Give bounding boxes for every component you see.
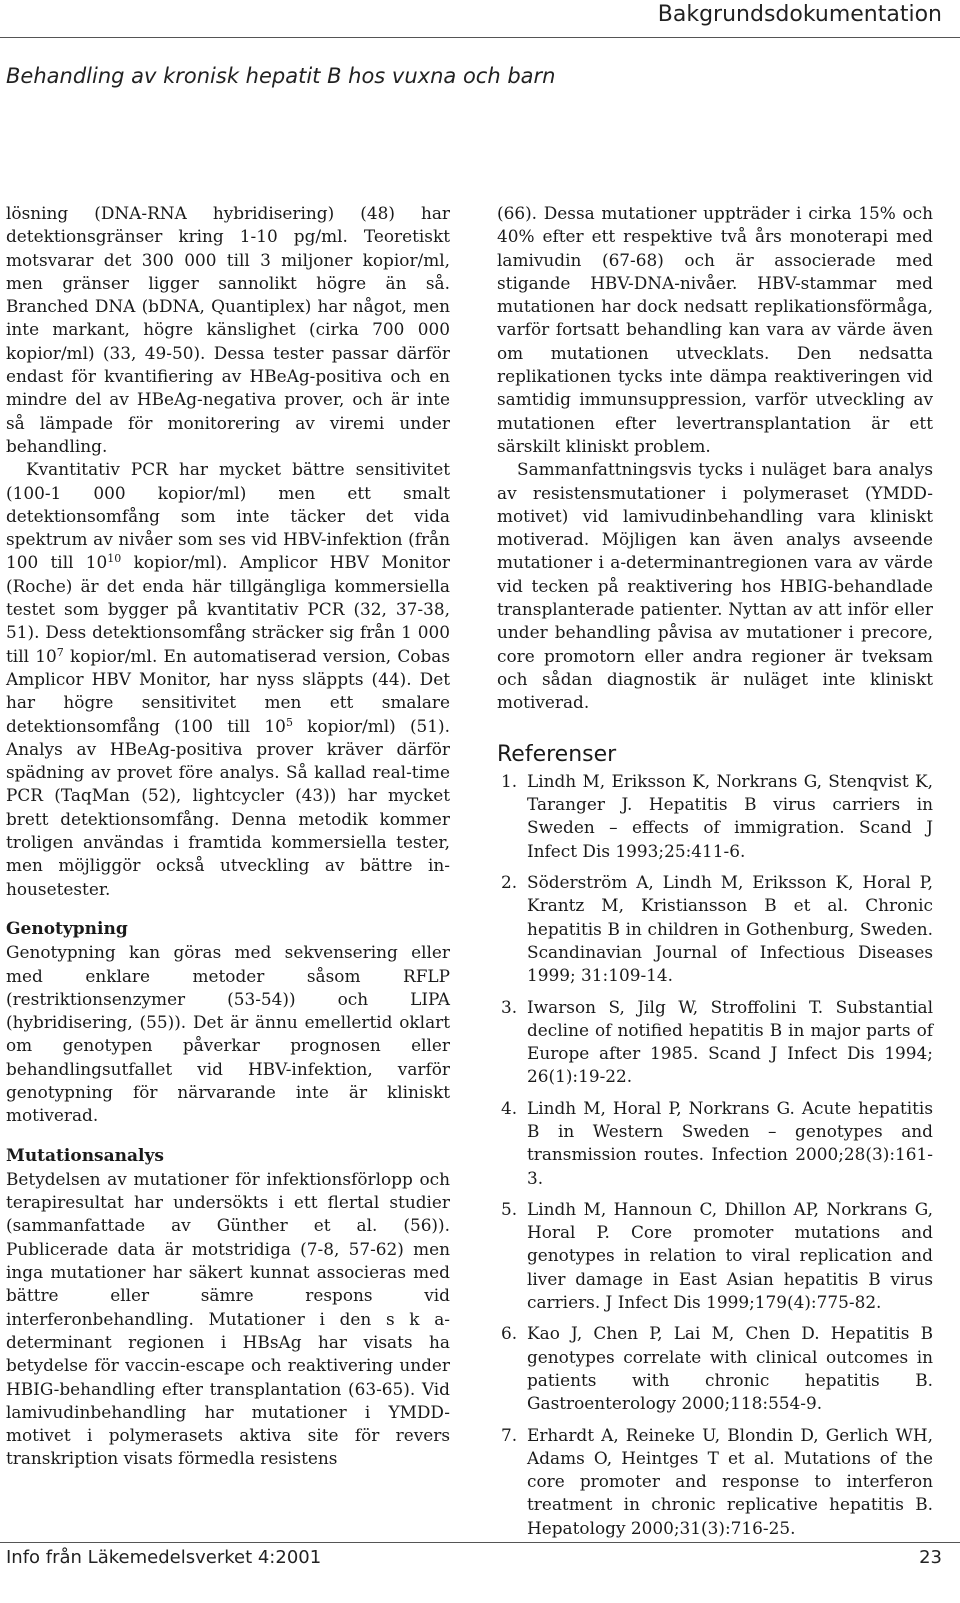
reference-item xyxy=(497,1322,933,1415)
reference-text: Lindh M, Eriksson K, Norkrans G, Stenqvist K, Taranger J. Hepatitis B virus carriers in Sweden – effects of immigration. Scand J Infect Dis 1993;25:411-6. xyxy=(527,770,933,861)
paragraph-quantitative-pcr xyxy=(6,458,450,901)
reference-number: 7. xyxy=(501,1424,518,1445)
reference-number: 2. xyxy=(501,872,518,893)
exponent: 7 xyxy=(56,645,64,659)
footer-publication: Info från Läkemedelsverket 4:2001 xyxy=(6,1547,322,1568)
references-heading: Referenser xyxy=(497,741,617,767)
document-subtitle: Behandling av kronisk hepatit B hos vuxna och barn xyxy=(6,64,556,88)
reference-number: 5. xyxy=(501,1198,518,1219)
right-column xyxy=(497,202,933,1548)
header-divider xyxy=(0,37,960,38)
reference-item xyxy=(497,1424,933,1540)
reference-text: Kao J, Chen P, Lai M, Chen D. Hepatitis B genotypes correlate with clinical outcomes in patients with chronic hepatitis B. Gastroenterology 2000;118:554-9. xyxy=(527,1323,933,1414)
pcr-text-4: kopior/ml) (51). Analys av HBeAg-positiva prover kräver därför spädning av provet före analys. Så kallad real-time PCR (TaqMan (52), lightcycler (43)) har mycket brett detektionsomfång. Denna metodik kommer troligen användas i framtida kommersiella tester, men möjliggör också utveckling av bättre in-housetester. xyxy=(6,715,450,899)
exponent: 10 xyxy=(107,552,122,566)
reference-item xyxy=(497,1198,933,1314)
reference-item xyxy=(497,770,933,863)
reference-number: 4. xyxy=(501,1097,518,1118)
heading-mutationsanalys: Mutationsanalys xyxy=(6,1145,164,1166)
reference-text: Iwarson S, Jilg W, Stroffolini T. Substantial decline of notified hepatitis B in major parts of Europe after 1985. Scand J Infect Dis 1994; 26(1):19-22. xyxy=(527,996,933,1087)
reference-number: 1. xyxy=(501,770,518,791)
paragraph-genotypning: Genotypning kan göras med sekvensering eller med enklare metoder såsom RFLP (restriktionsenzymer (53-54)) och LIPA (hybridisering, (55)). Det är ännu emellertid oklart om genotypen påverkar prognosen eller behandlingsutfallet vid HBV-infektion, varför genotypning för närvarande inte är kliniskt motiverad. xyxy=(6,942,450,1126)
reference-item xyxy=(497,871,933,987)
reference-text: Söderström A, Lindh M, Eriksson K, Horal P, Krantz M, Kristiansson B et al. Chronic hepatitis B in children in Gothenburg, Sweden. Scandinavian Journal of Infectious Diseases 1999; 31:109-14. xyxy=(527,872,933,986)
footer-divider xyxy=(0,1542,960,1543)
reference-text: Erhardt A, Reineke U, Blondin D, Gerlich WH, Adams O, Heintges T et al. Mutations of the core promoter and response to interferon treatment in chronic replicative hepatitis B. Hepatology 2000;31(3):716-25. xyxy=(527,1424,933,1538)
heading-genotypning: Genotypning xyxy=(6,918,128,939)
reference-number: 6. xyxy=(501,1323,518,1344)
pcr-text-1: Kvantitativ PCR har mycket bättre sensitivitet (100-1 000 kopior/ml) men ett smalt detektionsomfång som inte täcker det vida spektrum av nivåer som ses vid HBV-infektion (från 100 till 10 xyxy=(6,459,450,573)
exponent: 5 xyxy=(285,715,293,729)
paragraph-summary: Sammanfattningsvis tycks i nuläget bara analys av resistensmutationer i polymeraset (YMDD-motivet) vid lamivudinbehandling vara kliniskt motiverad. Möjligen kan även analys avseende mutationer i a-determinantregionen vara av värde vid tecken på reaktivering hos HBIG-behandlade transplanterade patienter. Nyttan av att inför eller under behandling påvisa av mutationer i precore, core promotorn eller andra regioner är tveksam och sådan diagnostik är nuläget inte kliniskt motiverad. xyxy=(497,459,933,713)
reference-text: Lindh M, Hannoun C, Dhillon AP, Norkrans G, Horal P. Core promoter mutations and genotypes in relation to viral replication and liver damage in East Asian hepatitis B virus carriers. J Infect Dis 1999;179(4):775-82. xyxy=(527,1198,933,1313)
reference-list xyxy=(497,770,933,1540)
left-column xyxy=(6,202,450,1471)
paragraph-mutations-lamivudin: (66). Dessa mutationer uppträder i cirka 15% och 40% efter ett respektive två års monoterapi med lamivudin (67-68) och är associerade med stigande HBV-DNA-nivåer. HBV-stammar med mutationen har dock nedsatt replikationsförmåga, varför fortsatt behandling kan vara av värde även om mutationen utvecklats. Den nedsatta replikationen tycks inte dämpa reaktiveringen vid samtidig immunsuppression, varför utveckling av mutationen efter levertransplantation är ett särskilt kliniskt problem. xyxy=(497,203,933,456)
reference-text: Lindh M, Horal P, Norkrans G. Acute hepatitis B in Western Sweden – genotypes and transmission routes. Infection 2000;28(3):161-3. xyxy=(527,1097,933,1188)
pcr-text-3: kopior/ml. En automatiserad version, Cobas Amplicor HBV Monitor, har nyss släppts (44). Det har högre sensitivitet men ett smalare detektionsomfång (100 till 10 xyxy=(6,645,451,736)
reference-item xyxy=(497,1097,933,1190)
paragraph-mutationsanalys: Betydelsen av mutationer för infektionsförlopp och terapiresultat har undersökts i ett flertal studier (sammanfattade av Günther et al. (56)). Publicerade data är motstridiga (7-8, 57-62) men inga mutationer har säkert kunnat associeras med bättre eller sämre respons vid interferonbehandling. Mutationer i den s k a-determinant regionen i HBsAg har visats ha betydelse för vaccin-escape och reaktivering under HBIG-behandling efter transplantation (63-65). Vid lamivudinbehandling har mutationer i YMDD-motivet i polymerasets aktiva site för revers transkription visats förmedla resistens xyxy=(6,1168,450,1469)
running-header-section: Bakgrundsdokumentation xyxy=(657,2,942,27)
reference-item xyxy=(497,996,933,1089)
paragraph-detection-limits: lösning (DNA-RNA hybridisering) (48) har detektionsgränser kring 1-10 pg/ml. Teoretiskt motsvarar det 300 000 till 3 miljoner kopior/ml, men gränser ligger sannolikt högre än så. Branched DNA (bDNA, Quantiplex) har något, men inte markant, högre känslighet (cirka 700 000 kopior/ml) (33, 49-50). Dessa tester passar därför endast för kvantifiering av HBeAg-positiva och en mindre del av HBeAg-negativa prover, och är inte så lämpade för monitorering av viremi under behandling. xyxy=(6,203,450,456)
reference-number: 3. xyxy=(501,996,518,1017)
page-number: 23 xyxy=(919,1547,942,1568)
pcr-text-2: kopior/ml). Amplicor HBV Monitor (Roche) är det enda här tillgängliga kommersiella testet som bygger på kvantitativ PCR (32, 37-38, 51). Dess detektionsomfång sträcker sig från 1 000 till 10 xyxy=(6,552,450,666)
